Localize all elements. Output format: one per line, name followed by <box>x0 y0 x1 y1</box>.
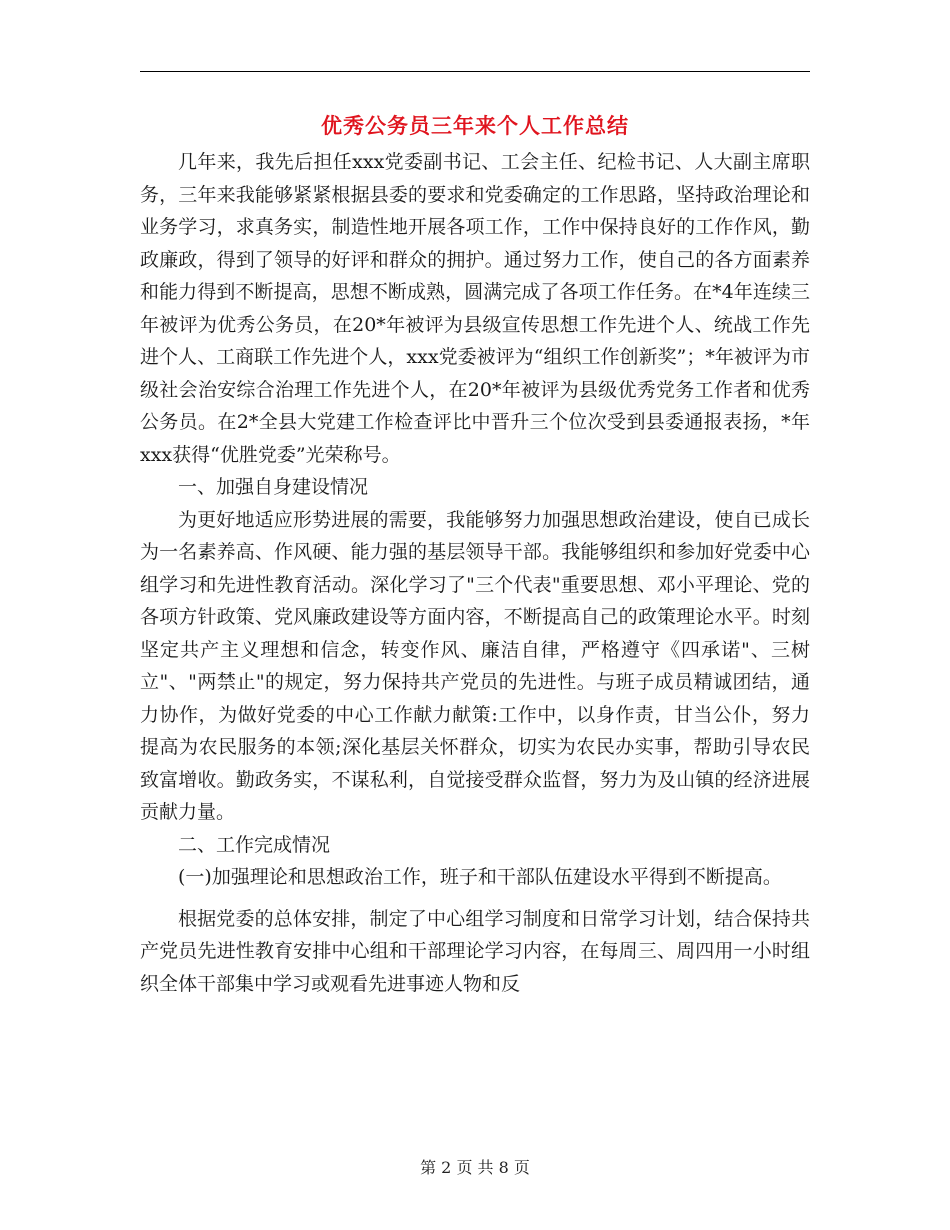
document-title: 优秀公务员三年来个人工作总结 <box>321 114 629 138</box>
paragraph-self-building: 为更好地适应形势进展的需要，我能够努力加强思想政治建设，使自已成长为一名素养高、作风硬、能力强的基层领导干部。我能够组织和参加好党委中心组学习和先进性教育活动。深化学习了"三个代表"重要思想、邓小平理论、党的各项方针政策、党风廉政建设等方面内容，不断提高自己的政策理论水平。时刻坚定共产主义理想和信念，转变作风、廉洁自律，严格遵守《四承诺"、三树立"、"两禁止"的规定，努力保持共产党员的先进性。与班子成员精诚团结，通力协作，为做好党委的中心工作献力献策:工作中，以身作责，甘当公仆，努力提高为农民服务的本领;深化基层关怀群众，切实为农民办实事，帮助引导农民致富增收。勤政务实，不谋私利，自觉接受群众监督，努力为及山镇的经济进展贡献力量。 <box>140 508 810 823</box>
paragraph-intro: 几年来，我先后担任xxx党委副书记、工会主任、纪检书记、人大副主席职务，三年来我能够紧紧根据县委的要求和党委确定的工作思路，坚持政治理论和业务学习，求真务实，制造性地开展各项工作，工作中保持良好的工作作风，勤政廉政，得到了领导的好评和群众的拥护。通过努力工作，使自己的各方面素养和能力得到不断提高，思想不断成熟，圆满完成了各项工作任务。在*4年连续三年被评为优秀公务员，在20*年被评为县级宣传思想工作先进个人、统战工作先进个人、工商联工作先进个人，xxx党委被评为“组织工作创新奖”；*年被评为市级社会治安综合治理工作先进个人，在20*年被评为县级优秀党务工作者和优秀公务员。在2*全县大党建工作检查评比中晋升三个位次受到县委通报表扬，*年xxx获得“优胜党委”光荣称号。 <box>140 151 810 466</box>
section-heading-work-completion: 二、工作完成情况 <box>178 833 331 856</box>
section-heading-self-building: 一、加强自身建设情况 <box>178 476 369 498</box>
page-number: 第 2 页 共 8 页 <box>420 1158 530 1177</box>
subsection-heading-theory: (一)加强理论和思想政治工作，班子和干部队伍建设水平得到不断提高。 <box>178 866 782 888</box>
paragraph-study-plan: 根据党委的总体安排，制定了中心组学习制度和日常学习计划，结合保持共产党员先进性教育安排中心组和干部理论学习内容，在每周三、周四用一小时组织全体干部集中学习或观看先进事迹人物和反 <box>140 907 810 995</box>
document-body <box>140 146 810 1000</box>
header-rule <box>140 71 810 72</box>
